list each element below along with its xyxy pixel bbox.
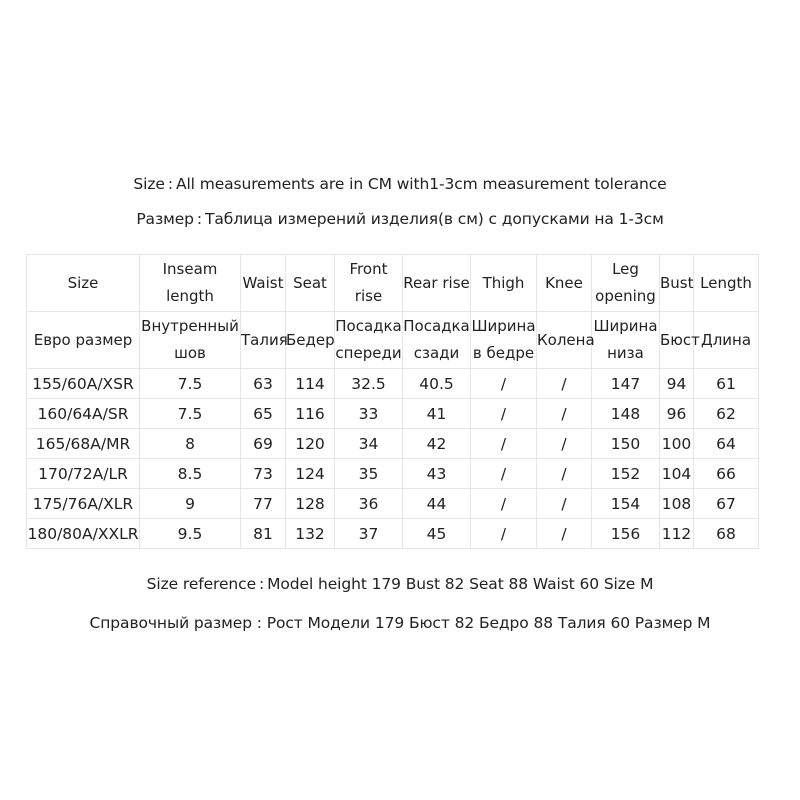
size-chart-table (26, 254, 759, 549)
table-row (27, 369, 759, 399)
header-text: Front (349, 260, 388, 278)
header-text: Внутренный (141, 317, 239, 335)
value-cell: / (471, 369, 537, 399)
header-text: Inseam (162, 260, 218, 278)
header-text: Ширина (593, 317, 658, 335)
table-row (27, 519, 759, 549)
header-cell (335, 312, 403, 369)
header-text: Bust (660, 273, 694, 292)
value-cell: 116 (286, 399, 335, 429)
header-cell (140, 312, 241, 369)
header-cell (694, 312, 759, 369)
value-cell: 100 (660, 429, 694, 459)
value-cell: 66 (694, 459, 759, 489)
value-cell: 41 (403, 399, 471, 429)
header-cell (694, 255, 759, 312)
size-reference-en: Size reference : Model height 179 Bust 82 Seat 88 Waist 60 Size M (146, 575, 654, 593)
size-cell: 180/80A/XXLR (27, 519, 140, 549)
value-cell: 148 (592, 399, 660, 429)
header-text: спереди (335, 344, 402, 362)
header-text: rise (354, 287, 383, 305)
value-cell: 37 (335, 519, 403, 549)
header-row-ru (27, 312, 759, 369)
header-cell (592, 255, 660, 312)
header-text: шов (174, 344, 206, 362)
value-cell: 9.5 (140, 519, 241, 549)
value-cell: 42 (403, 429, 471, 459)
header-text: Knee (545, 273, 583, 292)
value-cell: 33 (335, 399, 403, 429)
value-cell: 128 (286, 489, 335, 519)
value-cell: 43 (403, 459, 471, 489)
table-row (27, 429, 759, 459)
value-cell: 63 (241, 369, 286, 399)
header-cell (471, 312, 537, 369)
value-cell: 154 (592, 489, 660, 519)
header-cell (286, 255, 335, 312)
value-cell: 77 (241, 489, 286, 519)
value-cell: 94 (660, 369, 694, 399)
value-cell: 96 (660, 399, 694, 429)
value-cell: 62 (694, 399, 759, 429)
header-text: length (166, 287, 214, 305)
value-cell: / (537, 399, 592, 429)
header-cell (286, 312, 335, 369)
header-cell (403, 255, 471, 312)
measurement-note-ru: Размер : Таблица измерений изделия(в см) с допусками на 1-3см (136, 210, 664, 228)
measurement-note-en: Size : All measurements are in CM with1-3cm measurement tolerance (133, 175, 667, 193)
header-row-en (27, 255, 759, 312)
header-text: Waist (242, 273, 284, 292)
size-cell: 160/64A/SR (27, 399, 140, 429)
header-text: Талия (241, 330, 288, 349)
value-cell: 132 (286, 519, 335, 549)
header-text: opening (595, 287, 656, 305)
value-cell: 152 (592, 459, 660, 489)
size-cell: 155/60A/XSR (27, 369, 140, 399)
value-cell: 8 (140, 429, 241, 459)
header-text: Seat (293, 273, 327, 292)
table-row (27, 489, 759, 519)
value-cell: 44 (403, 489, 471, 519)
header-cell (537, 312, 595, 369)
value-cell: 7.5 (140, 369, 241, 399)
header-cell (241, 312, 286, 369)
size-cell: 175/76A/XLR (27, 489, 140, 519)
header-text: Size (67, 273, 99, 292)
header-text: Ширина (471, 317, 536, 335)
value-cell: 73 (241, 459, 286, 489)
value-cell: / (471, 489, 537, 519)
header-text: Бюст (660, 330, 700, 349)
value-cell: / (471, 429, 537, 459)
value-cell: 64 (694, 429, 759, 459)
size-cell: 165/68A/MR (27, 429, 140, 459)
header-text: Длина (700, 330, 752, 349)
header-text: Length (700, 273, 752, 292)
value-cell: / (471, 399, 537, 429)
table-row (27, 399, 759, 429)
value-cell: 112 (660, 519, 694, 549)
size-reference-ru: Справочный размер : Рост Модели 179 Бюст 82 Бедро 88 Талия 60 Размер M (89, 614, 711, 632)
value-cell: 120 (286, 429, 335, 459)
header-cell (660, 312, 700, 369)
header-cell (140, 255, 241, 312)
header-text: Посадка (335, 317, 402, 335)
size-cell: 170/72A/LR (27, 459, 140, 489)
header-cell (403, 312, 471, 369)
header-text: Евро размер (33, 330, 133, 349)
value-cell: 45 (403, 519, 471, 549)
size-chart-body (27, 255, 759, 549)
value-cell: 124 (286, 459, 335, 489)
header-text: Rear rise (403, 273, 470, 292)
value-cell: 68 (694, 519, 759, 549)
value-cell: 104 (660, 459, 694, 489)
value-cell: 114 (286, 369, 335, 399)
header-text: Leg (612, 260, 639, 278)
header-text: Колена (537, 330, 595, 349)
header-cell (537, 255, 592, 312)
value-cell: 67 (694, 489, 759, 519)
header-cell (241, 255, 286, 312)
value-cell: 36 (335, 489, 403, 519)
value-cell: / (537, 369, 592, 399)
header-text: в бедре (472, 344, 535, 362)
header-cell (471, 255, 537, 312)
value-cell: / (471, 459, 537, 489)
header-text: низа (607, 344, 644, 362)
header-text: Посадка (403, 317, 470, 335)
value-cell: 150 (592, 429, 660, 459)
header-cell (660, 255, 694, 312)
value-cell: 32.5 (335, 369, 403, 399)
header-cell (335, 255, 403, 312)
value-cell: 40.5 (403, 369, 471, 399)
value-cell: / (471, 519, 537, 549)
header-text: Бедер (286, 330, 335, 349)
header-cell (27, 312, 140, 369)
value-cell: 61 (694, 369, 759, 399)
table-row (27, 459, 759, 489)
header-cell (27, 255, 140, 312)
header-text: сзади (413, 344, 460, 362)
value-cell: 156 (592, 519, 660, 549)
value-cell: 69 (241, 429, 286, 459)
value-cell: 108 (660, 489, 694, 519)
value-cell: 34 (335, 429, 403, 459)
header-text: Thigh (482, 273, 525, 292)
value-cell: / (537, 429, 592, 459)
value-cell: / (537, 459, 592, 489)
value-cell: 35 (335, 459, 403, 489)
value-cell: 147 (592, 369, 660, 399)
value-cell: / (537, 519, 592, 549)
value-cell: 9 (140, 489, 241, 519)
value-cell: 8.5 (140, 459, 241, 489)
header-cell (592, 312, 660, 369)
value-cell: / (537, 489, 592, 519)
value-cell: 65 (241, 399, 286, 429)
value-cell: 7.5 (140, 399, 241, 429)
value-cell: 81 (241, 519, 286, 549)
